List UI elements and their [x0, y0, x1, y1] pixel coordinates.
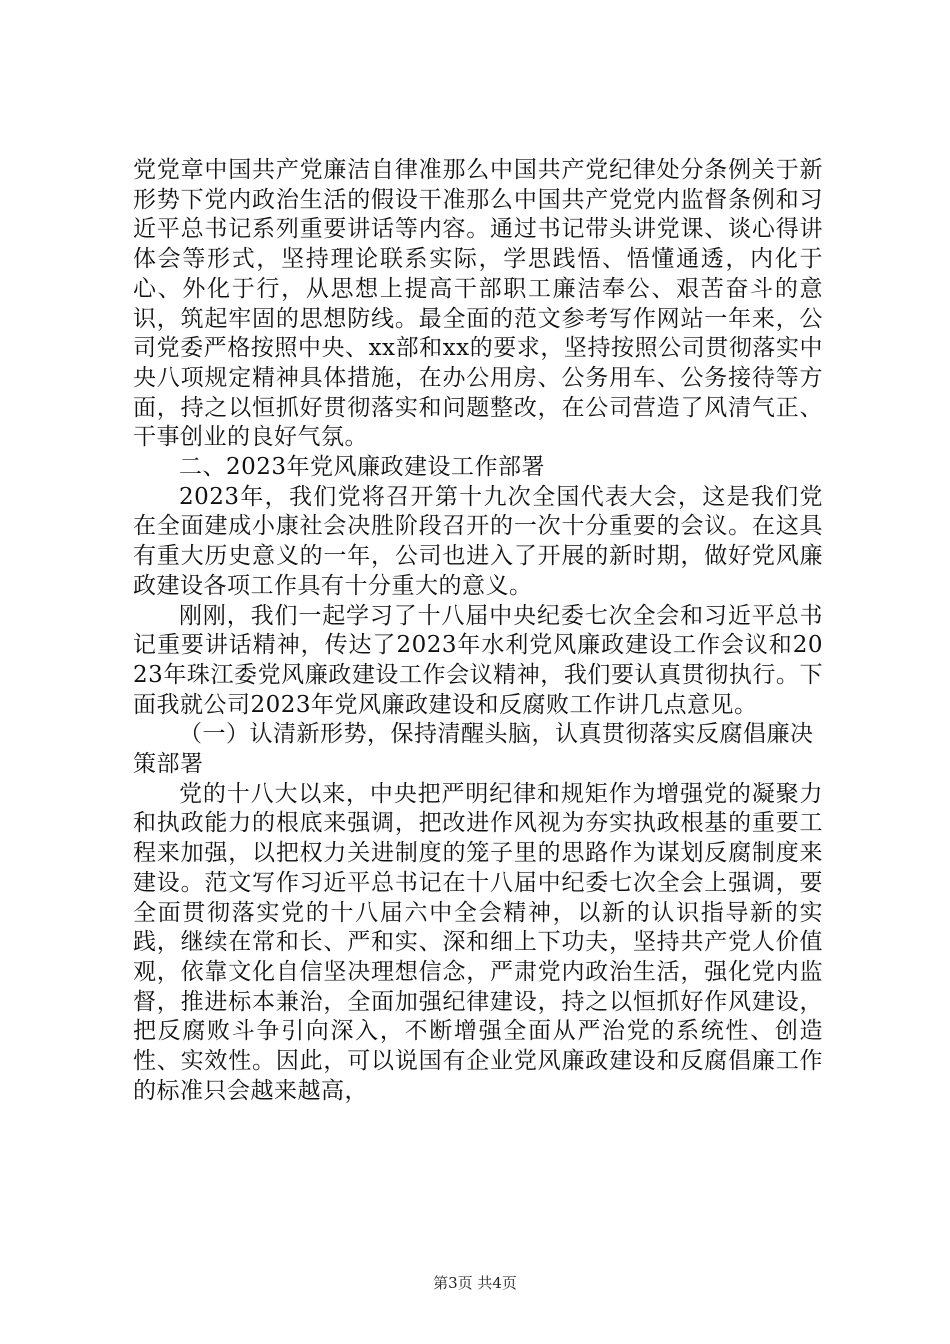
subsection-heading-situation: （一）认清新形势，保持清醒头脑，认真贯彻落实反腐倡廉决策部署 — [133, 721, 814, 778]
section-heading-deployment: 二、2023年党风廉政建设工作部署 — [179, 454, 546, 481]
paragraph-congress: 2023年，我们党将召开第十九次全国代表大会，这是我们党在全面建成小康社会决胜阶段召开的一次十分重要的会议。在这具有重大历史意义的一年，公司也进入了开展的新时期，做好党风廉政建设各项工作具有十分重大的意义。 — [133, 483, 823, 599]
paragraph-eighteenth-congress: 党的十八大以来，中央把严明纪律和规矩作为增强党的凝聚力和执政能力的根底来强调，把改进作风视为夯实执政根基的重要工程来加强，以把权力关进制度的笼子里的思路作为谋划反腐制度来建设。范文写作习近平总书记在十八届中纪委七次全会上强调，要全面贯彻落实党的十八届六中全会精神，以新的认识指导新的实践，继续在常和长、严和实、深和细上下功夫，坚持共产党人价值观，依靠文化自信坚决理想信念，严肃党内政治生活，强化党内监督，推进标本兼治，全面加强纪律建设，持之以恒抓好作风建设，把反腐败斗争引向深入，不断增强全面从严治党的系统性、创造性、实效性。因此，可以说国有企业党风廉政建设和反腐倡廉工作的标准只会越来越高， — [133, 780, 823, 1104]
paragraph-continuation: 党党章中国共产党廉洁自律准那么中国共产党纪律处分条例关于新形势下党内政治生活的假设干准那么中国共产党党内监督条例和习近平总书记系列重要讲话等内容。通过书记带头讲党课、谈心得讲体会等形式，坚持理论联系实际，学思践悟、悟懂通透，内化于心、外化于行，从思想上提高干部职工廉洁奉公、艰苦奋斗的意识，筑起牢固的思想防线。最全面的范文参考写作网站一年来，公司党委严格按照中央、xx部和xx的要求，坚持按照公司贯彻落实中央八项规定精神具体措施，在办公用房、公务用车、公务接待等方面，持之以恒抓好贯彻落实和问题整改，在公司营造了风清气正、干事创业的良好气氛。 — [133, 157, 823, 451]
paragraph-study: 刚刚，我们一起学习了十八届中央纪委七次全会和习近平总书记重要讲话精神，传达了2023年水利党风廉政建设工作会议和2023年珠江委党风廉政建设工作会议精神，我们要认真贯彻执行。下面我就公司2023年党风廉政建设和反腐败工作讲几点意见。 — [133, 602, 823, 718]
document-body — [133, 156, 823, 1107]
page-number-footer: 第3页 共4页 — [433, 1274, 517, 1292]
